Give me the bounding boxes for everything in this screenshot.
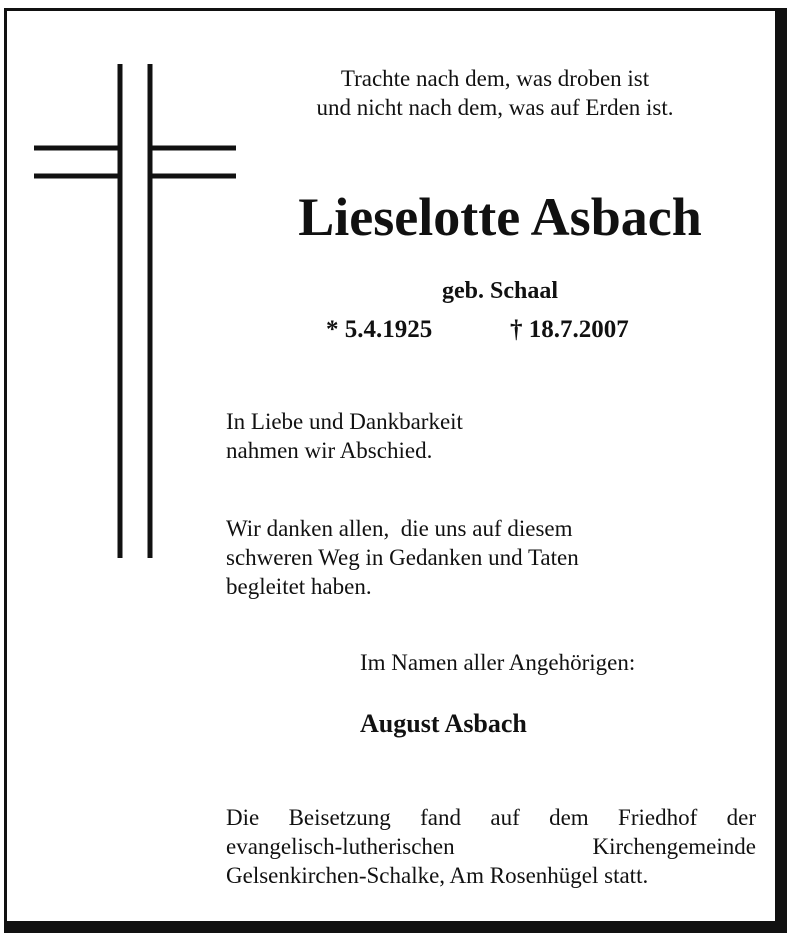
maiden-name: geb. Schaal — [441, 278, 558, 304]
birth-date: * 5.4.1925 — [326, 316, 433, 343]
bible-verse: Trachte nach dem, was droben ist und nicht nach dem, was auf Erden ist. — [316, 66, 674, 120]
signer-name: August Asbach — [360, 709, 527, 738]
deceased-name: Lieselotte Asbach — [298, 187, 702, 247]
funeral-line: Die Beisetzung fand auf dem Friedhof der — [226, 805, 756, 830]
gratitude-text: Wir danken allen, die uns auf diesem schweren Weg in Gedanken und Taten begleitet haben. — [226, 516, 579, 599]
family-line: Im Namen aller Angehörigen: — [360, 650, 636, 675]
funeral-notice — [226, 803, 756, 890]
funeral-line: Gelsenkirchen-Schalke, Am Rosenhügel statt. — [226, 863, 649, 888]
funeral-line: evangelisch-lutherischen Kirchengemeinde — [226, 834, 756, 859]
double-line-cross-icon — [34, 64, 236, 558]
death-date: † 18.7.2007 — [510, 316, 629, 343]
farewell-text: In Liebe und Dankbarkeit nahmen wir Abschied. — [226, 409, 463, 463]
